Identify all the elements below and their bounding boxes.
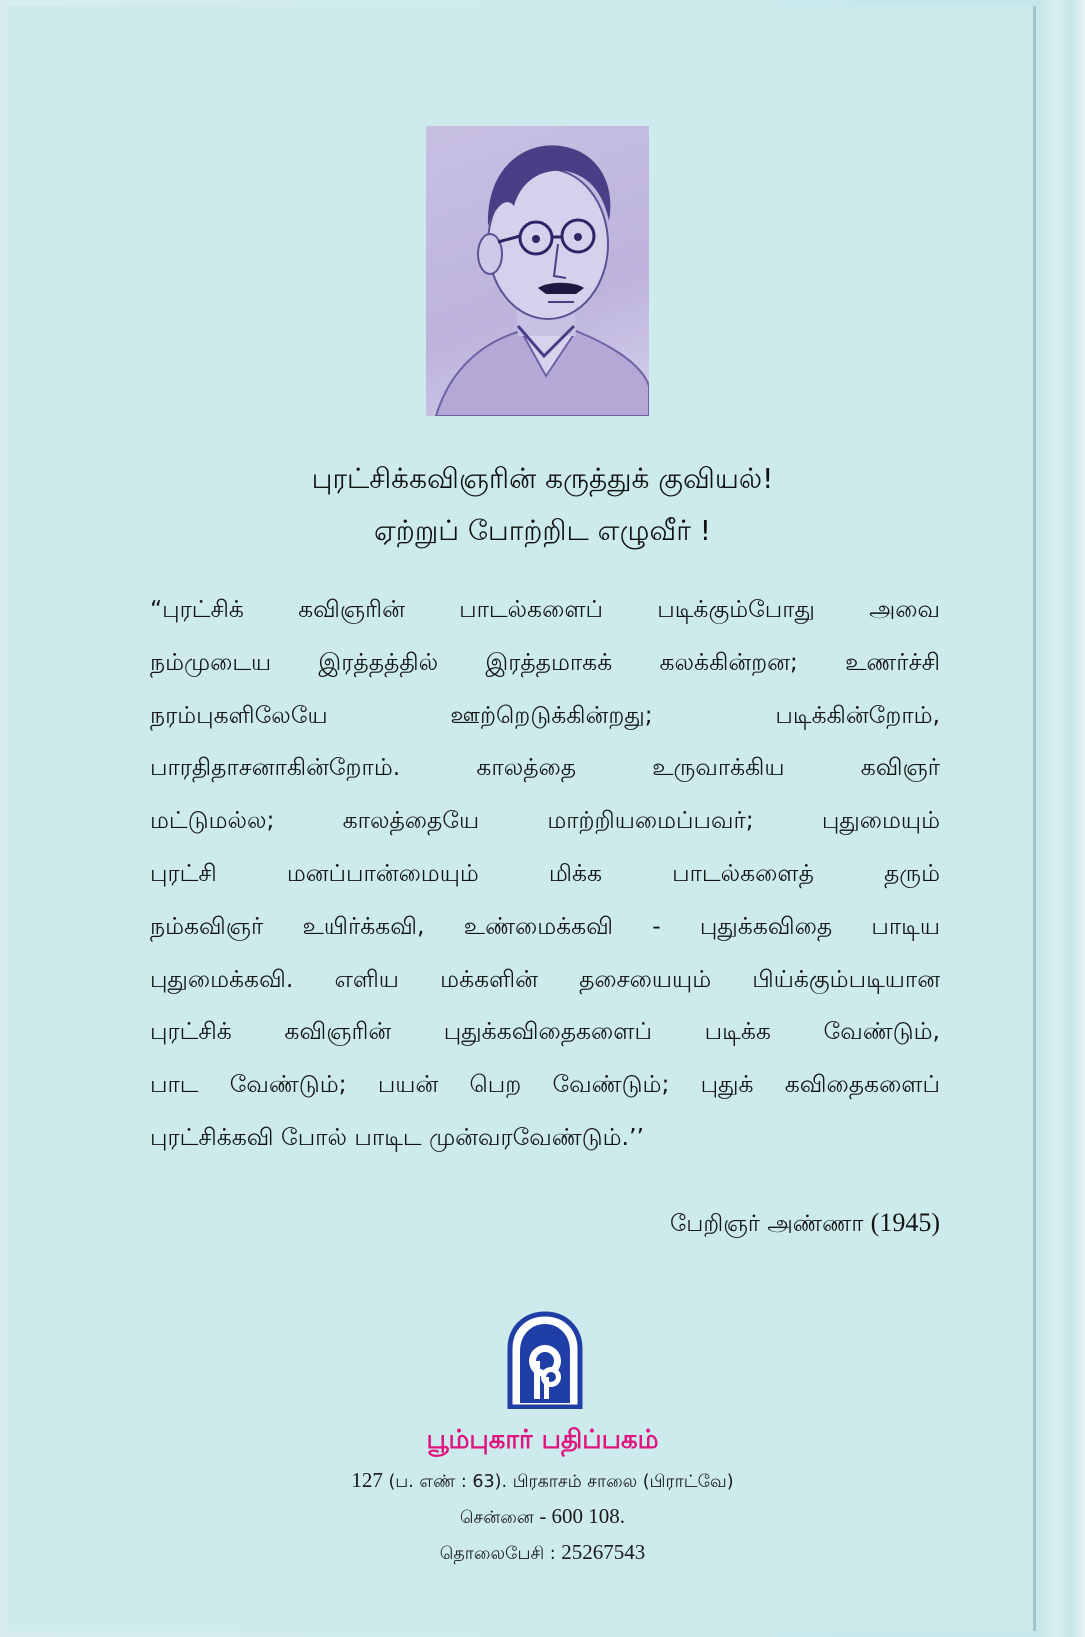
quote-line: புதுமைக்கவி. எளிய மக்களின் தசையையும் பிய்க்கும்படியான bbox=[150, 964, 940, 993]
publisher-phone-line bbox=[0, 1540, 1085, 1566]
quote-line: புரட்சிக் கவிஞரின் புதுக்கவிதைகளைப் படிக்க வேண்டும், bbox=[150, 1017, 940, 1046]
address-street: (ப. எண் : 63). பிரகாசம் சாலை (பிராட்வே) bbox=[388, 1472, 734, 1492]
portrait-sketch-icon bbox=[426, 126, 649, 416]
quote-line: புரட்சி மனப்பான்மையும் மிக்க பாடல்களைத் தரும் bbox=[150, 858, 940, 887]
quote-line: “புரட்சிக் கவிஞரின் பாடல்களைப் படிக்கும்போது அவை bbox=[150, 595, 940, 623]
quote-line: புரட்சிக்கவி போல் பாடிட முன்வரவேண்டும்.’’ bbox=[150, 1122, 644, 1151]
attribution-name: பேறிஞர் அண்ணா bbox=[669, 1211, 864, 1237]
quote-block bbox=[150, 583, 940, 1164]
phone-number: 25267543 bbox=[561, 1540, 646, 1564]
publisher-logo-icon bbox=[506, 1311, 584, 1409]
quote-line: பாட வேண்டும்; பயன் பெற வேண்டும்; புதுக் கவிதைகளைப் bbox=[150, 1070, 940, 1099]
quote-line: நம்கவிஞர் உயிர்க்கவி, உண்மைக்கவி - புதுக்கவிதை பாடிய bbox=[150, 911, 940, 940]
address-number: 127 bbox=[351, 1468, 383, 1492]
quote-line: பாரதிதாசனாகின்றோம். காலத்தை உருவாக்கிய கவிஞர் bbox=[150, 753, 940, 782]
address-city: சென்னை bbox=[459, 1508, 534, 1528]
publisher-address-line bbox=[0, 1468, 1085, 1494]
publisher-city-line bbox=[0, 1504, 1085, 1530]
publisher-name: பூம்புகார் பதிப்பகம் bbox=[426, 1425, 659, 1455]
cover-heading-line-1: புரட்சிக்கவிஞரின் கருத்துக் குவியல்! bbox=[311, 462, 774, 495]
quote-line: நரம்புகளிலேயே ஊற்றெடுக்கின்றது; படிக்கின்றோம், bbox=[150, 700, 940, 729]
attribution-year: (1945) bbox=[870, 1208, 940, 1237]
quote-line: நம்முடைய இரத்தத்தில் இரத்தமாகக் கலக்கின்றன; உணர்ச்சி bbox=[150, 647, 940, 676]
poet-portrait-image bbox=[426, 126, 649, 416]
quote-line: மட்டுமல்ல; காலத்தையே மாற்றியமைப்பவர்; புதுமையும் bbox=[150, 806, 940, 835]
quote-attribution bbox=[670, 1208, 940, 1240]
cover-spine-edge bbox=[1037, 0, 1085, 1637]
address-pincode: - 600 108. bbox=[539, 1504, 626, 1528]
phone-label: தொலைபேசி : bbox=[439, 1544, 556, 1564]
cover-heading-line-2: ஏற்றுப் போற்றிட எழுவீர் ! bbox=[374, 514, 711, 547]
